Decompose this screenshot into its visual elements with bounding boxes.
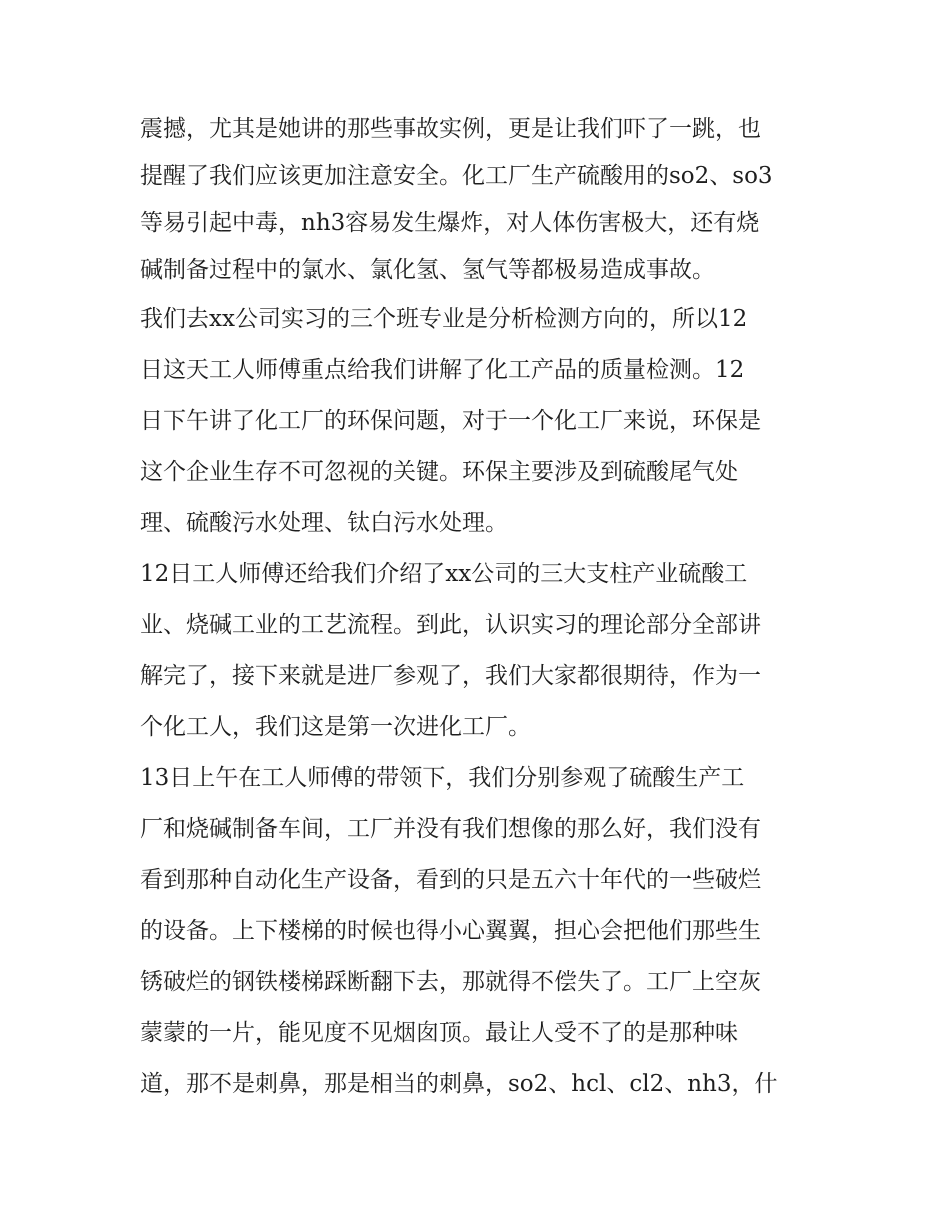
text-line: 震撼，尤其是她讲的那些事故实例，更是让我们吓了一跳，也 — [140, 116, 761, 142]
text-line: 个化工人，我们这是第一次进化工厂。 — [140, 714, 531, 740]
text-line: 理、硫酸污水处理、钛白污水处理。 — [140, 510, 508, 536]
text-line: 看到那种自动化生产设备，看到的只是五六十年代的一些破烂 — [140, 867, 761, 893]
text-line: 蒙蒙的一片，能见度不见烟囱顶。最让人受不了的是那种味 — [140, 1020, 738, 1046]
text-line: 13日上午在工人师傅的带领下，我们分别参观了硫酸生产工 — [140, 765, 745, 791]
body-text — [140, 106, 820, 1110]
text-line: 我们去xx公司实习的三个班专业是分析检测方向的，所以12 — [140, 306, 748, 332]
text-line: 碱制备过程中的氯水、氯化氢、氢气等都极易造成事故。 — [140, 257, 715, 283]
text-line: 等易引起中毒，nh3容易发生爆炸，对人体伤害极大，还有烧 — [140, 210, 760, 236]
text-line: 提醒了我们应该更加注意安全。化工厂生产硫酸用的so2、so3 — [140, 163, 773, 189]
text-line: 的设备。上下楼梯的时候也得小心翼翼，担心会把他们那些生 — [140, 918, 761, 944]
text-line: 日这天工人师傅重点给我们讲解了化工产品的质量检测。12 — [140, 357, 745, 383]
text-line: 解完了，接下来就是进厂参观了，我们大家都很期待，作为一 — [140, 663, 761, 689]
text-line: 12日工人师傅还给我们介绍了xx公司的三大支柱产业硫酸工 — [140, 561, 748, 587]
text-line: 道，那不是刺鼻，那是相当的刺鼻，so2、hcl、cl2、nh3，什 — [140, 1071, 778, 1097]
text-line: 这个企业生存不可忽视的关键。环保主要涉及到硫酸尾气处 — [140, 459, 738, 485]
text-line: 锈破烂的钢铁楼梯踩断翻下去，那就得不偿失了。工厂上空灰 — [140, 969, 761, 995]
text-line: 厂和烧碱制备车间，工厂并没有我们想像的那么好，我们没有 — [140, 816, 761, 842]
text-line: 日下午讲了化工厂的环保问题，对于一个化工厂来说，环保是 — [140, 408, 761, 434]
text-line: 业、烧碱工业的工艺流程。到此，认识实习的理论部分全部讲 — [140, 612, 761, 638]
